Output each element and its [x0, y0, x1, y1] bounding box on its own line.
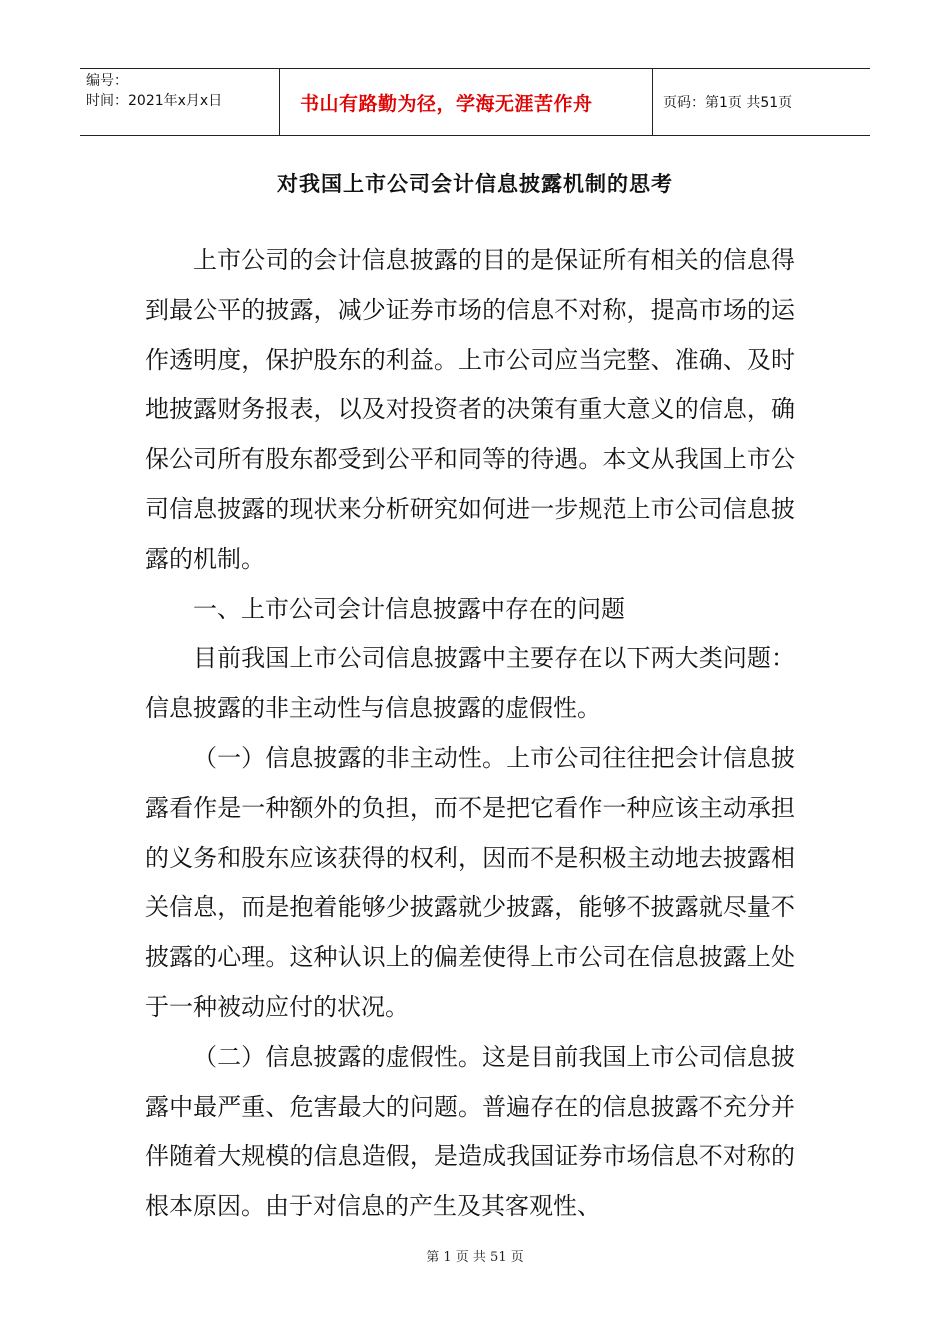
body-paragraph: （二）信息披露的虚假性。这是目前我国上市公司信息披露中最严重、危害最大的问题。普遍存在的信息披露不充分并伴随着大规模的信息造假，是造成我国证券市场信息不对称的根本原因。由于对信息的产生及其客观性、	[145, 1042, 795, 1221]
document-body	[145, 236, 795, 1232]
header-table	[80, 68, 870, 136]
document-time-label: 时间：2021年x月x日	[86, 93, 223, 109]
header-motto-cell	[280, 69, 653, 135]
document-title: 对我国上市公司会计信息披露机制的思考	[277, 172, 673, 196]
body-paragraph: （一）信息披露的非主动性。上市公司往往把会计信息披露看作是一种额外的负担，而不是把它看作一种应该主动承担的义务和股东应该获得的权利，因而不是积极主动地去披露相关信息，而是抱着能够少披露就少披露，能够不披露就尽量不披露的心理。这种认识上的偏差使得上市公司在信息披露上处于一种被动应付的状况。	[145, 743, 795, 1021]
header-meta-cell	[80, 69, 280, 135]
document-number-label: 编号：	[86, 73, 128, 89]
body-paragraph: 上市公司的会计信息披露的目的是保证所有相关的信息得到最公平的披露，减少证券市场的信息不对称，提高市场的运作透明度，保护股东的利益。上市公司应当完整、准确、及时地披露财务报表，以及对投资者的决策有重大意义的信息，确保公司所有股东都受到公平和同等的待遇。本文从我国上市公司信息披露的现状来分析研究如何进一步规范上市公司信息披露的机制。	[145, 246, 795, 573]
header-motto: 书山有路勤为径，学海无涯苦作舟	[300, 92, 593, 115]
section-heading: 一、上市公司会计信息披露中存在的问题	[193, 594, 625, 623]
page-footer: 第 1 页 共 51 页	[426, 1250, 524, 1265]
header-page-info: 页码：第1页 共51页	[663, 95, 793, 111]
body-paragraph: 目前我国上市公司信息披露中主要存在以下两大类问题：信息披露的非主动性与信息披露的虚假性。	[145, 644, 795, 723]
header-page-cell	[653, 69, 870, 135]
